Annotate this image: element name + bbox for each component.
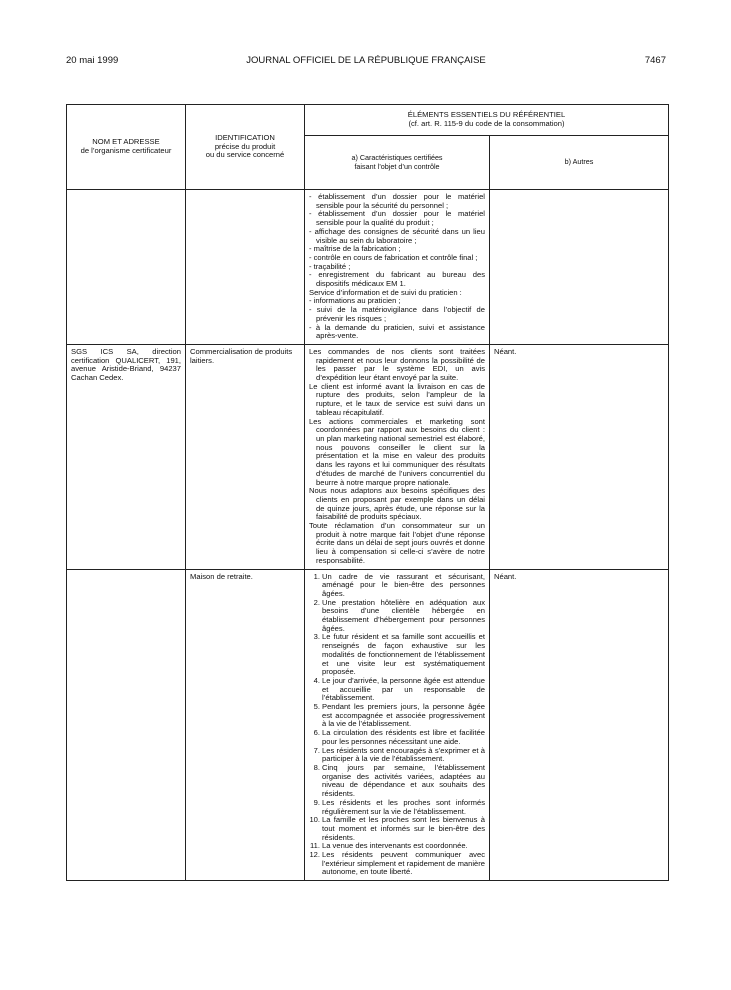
organisme-cell [67,344,186,569]
table-row [67,190,669,345]
item-number: 2. [313,597,320,607]
product-name: Maison de retraite. [190,571,253,581]
characteristics-cell [305,190,490,345]
item-text: Les résidents peuvent communiquer avec l’extérieur simplement et rapidement de manière autonome, en toute liberté. [322,850,485,877]
header-text: NOM ET ADRESSE de l’organisme certificateur [80,137,172,155]
list-item [309,851,485,877]
referential-table [66,104,669,881]
product-cell [186,569,305,881]
page-number: 7467 [644,55,666,66]
item-text: Un cadre de vie rassurant et sécurisant, aménagé pour le bien-être des personnes âgées. [322,571,485,598]
list-item [309,703,485,729]
header-text: IDENTIFICATION précise du produit ou du service concerné [205,133,285,160]
list-item [309,816,485,842]
paragraph: Les actions commerciales et marketing sont coordonnées par rapport aux besoins du client : un plan marketing national semestriel est élaboré, nous pouvons conseiller le client sur la présentation et la mise en valeur des produits dans les rayons et lui communiquer des résultats d’études de marché de l’univers concurrentiel du beurre à notre marque propre nationale. [309,416,485,487]
header-text: a) Caractéristiques certifiées faisant l’objet d’un contrôle [351,153,443,171]
list-item: - suivi de la matériovigilance dans l’objectif de prévenir les risques ; [309,305,485,323]
list-item [309,573,485,599]
item-text: La famille et les proches sont les bienvenus à tout moment et informés sur le bien-être des résidents. [322,815,485,842]
list-item [309,677,485,703]
paragraph: Toute réclamation d’un consommateur sur un produit à notre marque fait l’objet d’une réponse écrite dans un délai de sept jours ouvrés et donne lieu à compensation si celle-ci s’avère de notre responsabilité. [309,521,485,565]
list-item [309,799,485,816]
list-item: - à la demande du praticien, suivi et assistance après-vente. [309,322,485,341]
list-heading: Service d’information et de suivi du praticien : [309,287,462,297]
table-row [67,344,669,569]
list-item: - maîtrise de la fabrication ; [309,244,401,254]
list-item: - établissement d’un dossier pour le matériel sensible pour la sécurité du personnel ; [309,192,485,210]
organisme-address: SGS ICS SA, direction certification QUALICERT, 191, avenue Aristide-Briand, 94237 Cachan Cedex. [71,346,181,383]
list-item [309,633,485,677]
column-header-autres [490,136,669,190]
paragraph: Les commandes de nos clients sont traitées rapidement et nous leur donnons la possibilité de les passer par le système EDI, un avis d’expédition leur étant envoyé par la suite. [309,346,485,383]
item-text: La venue des intervenants est coordonnée. [322,841,468,851]
list-item: - enregistrement du fabricant au bureau des dispositifs médicaux EM 1. [309,270,485,289]
list-item: - informations au praticien ; [309,296,401,306]
organisme-cell [67,569,186,881]
paragraph: Le client est informé avant la livraison en cas de rupture des produits, selon l’ampleur de la rupture, et le taux de service est suivi dans un tableau récapitulatif. [309,381,485,417]
list-item: - établissement d’un dossier pour le matériel sensible pour la qualité du produit ; [309,209,485,228]
item-number: 10. [309,815,320,825]
paragraph: Nous nous adaptons aux besoins spécifiques des clients en proposant par exemple dans un délai de quinze jours, après étude, une réponse sur la faisabilité de produits spéciaux. [309,486,485,522]
table-header-row [67,105,669,136]
header-text: b) Autres [564,157,594,167]
list-item [309,729,485,746]
item-text: La circulation des résidents est libre et facilitée pour les personnes nécessitant une aide. [322,728,485,746]
list-item [309,599,485,634]
organisme-cell [67,190,186,345]
item-number: 6. [313,728,320,738]
item-text: Le jour d’arrivée, la personne âgée est attendue et accueillie par un responsable de l’établissement. [322,675,485,703]
list-item [309,764,485,799]
column-header-organisme [67,105,186,190]
column-group-header-elements [305,105,669,136]
journal-title: JOURNAL OFFICIEL DE LA RÉPUBLIQUE FRANÇAISE [246,55,486,66]
other-cell [490,344,669,569]
product-name: Commercialisation de produits laitiers. [190,346,293,365]
numbered-list [309,573,485,878]
header-text: ÉLÉMENTS ESSENTIELS DU RÉFÉRENTIEL (cf. art. R. 115-9 du code de la consommation) [407,110,566,128]
other-value: Néant. [494,571,517,581]
item-number: 4. [313,675,320,685]
item-text: Les résidents et les proches sont informés régulièrement sur la vie de l’établissement. [322,797,485,816]
list-item: - affichage des consignes de sécurité dans un lieu visible au sein du laboratoire ; [309,226,485,245]
other-cell [490,569,669,881]
item-number: 11. [310,841,320,851]
other-value: Néant. [494,346,517,356]
list-item: - contrôle en cours de fabrication et contrôle final ; [309,252,478,262]
item-text: Cinq jours par semaine, l’établissement organise des activités variées, adaptées au niveau de dépendance et aux souhaits des résidents. [322,763,485,799]
item-number: 9. [313,797,320,807]
product-cell [186,190,305,345]
item-text: Pendant les premiers jours, la personne âgée est accompagnée et associée progressivement à la vie de l’établissement. [322,702,485,729]
publication-date: 20 mai 1999 [66,55,119,66]
other-cell [490,190,669,345]
item-number: 5. [313,702,320,712]
item-number: 7. [313,745,320,755]
item-text: Le futur résident et sa famille sont accueillis et renseignés de façon exhaustive sur les modalités de fonctionnement de l’établissement et une visite leur est systématiquement proposée. [322,632,485,677]
item-text: Les résidents sont encouragés à s’exprimer et à participer à la vie de l’établissement. [322,745,485,764]
column-header-caracteristiques [305,136,490,190]
item-number: 12. [309,850,320,860]
characteristics-cell [305,344,490,569]
item-text: Une prestation hôtelière en adéquation aux besoins d’une clientèle hébergée en établissement d’hébergement pour personnes âgées. [322,597,485,633]
list-item [309,747,485,764]
product-cell [186,344,305,569]
column-header-identification [186,105,305,190]
list-item: - traçabilité ; [309,261,351,271]
item-number: 8. [313,763,320,772]
table-row [67,569,669,881]
page-header [66,55,666,69]
characteristics-cell [305,569,490,881]
item-number: 1. [313,571,320,581]
item-number: 3. [313,632,320,642]
